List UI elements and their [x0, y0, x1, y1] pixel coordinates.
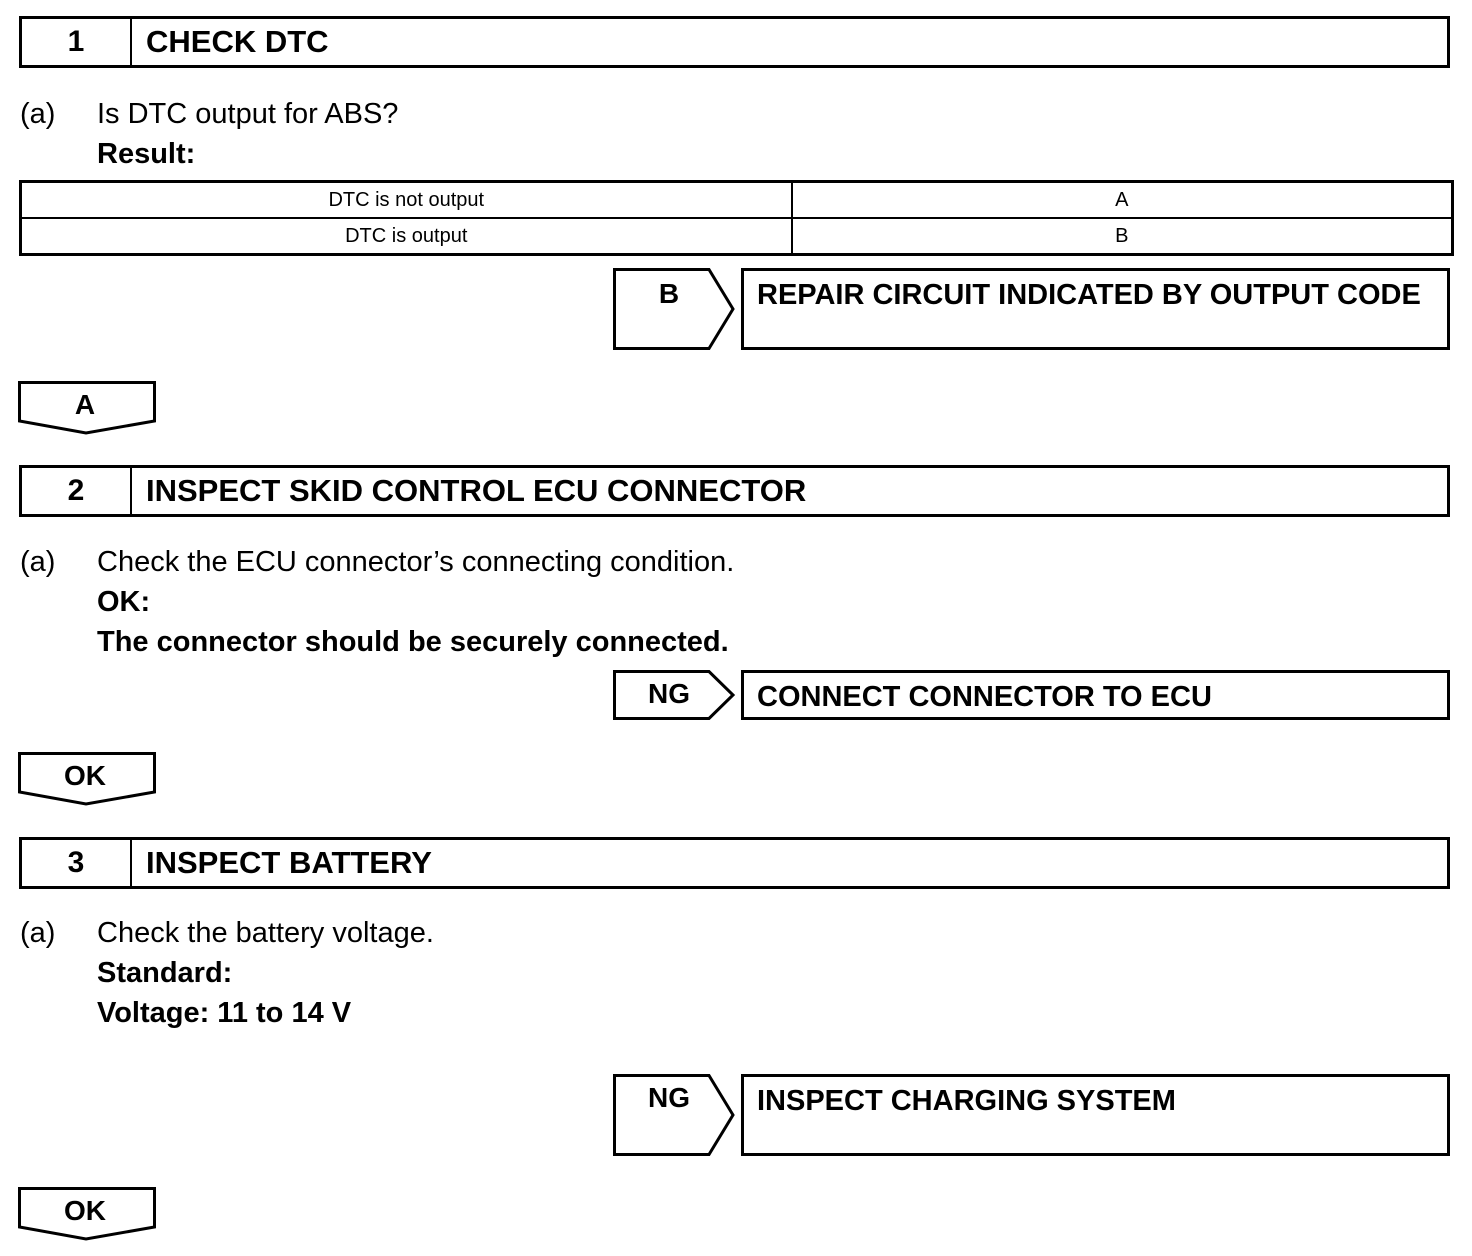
- step-1-branch-arrow: [613, 268, 735, 350]
- step-2-continue-tag: [18, 752, 156, 806]
- step-1-number: 1: [22, 19, 132, 65]
- table-row: [21, 182, 1453, 219]
- step-2-title: INSPECT SKID CONTROL ECU CONNECTOR: [146, 473, 807, 508]
- step-3-continue-tag: [18, 1187, 156, 1241]
- step-3-action-box: INSPECT CHARGING SYSTEM: [741, 1074, 1450, 1156]
- step-3-sub-label: (a): [20, 917, 56, 949]
- step-3-criteria-value: Voltage: 11 to 14 V: [97, 997, 352, 1029]
- step-1-header: [19, 16, 1450, 68]
- result-condition-cell: DTC is output: [21, 218, 792, 255]
- step-3-number: 3: [22, 840, 132, 886]
- result-table: [19, 180, 1454, 256]
- table-row: [21, 218, 1453, 255]
- step-1-action-box: REPAIR CIRCUIT INDICATED BY OUTPUT CODE: [741, 268, 1450, 350]
- step-3-title: INSPECT BATTERY: [146, 845, 432, 880]
- step-2-branch-arrow: [613, 670, 735, 720]
- step-2-sub-label: (a): [20, 546, 56, 578]
- step-1-instruction: Is DTC output for ABS?: [97, 98, 399, 130]
- step-3-criteria-label: Standard:: [97, 957, 233, 989]
- result-code-cell: A: [792, 182, 1453, 219]
- step-2-criteria-label: OK:: [97, 586, 151, 618]
- step-1-title: CHECK DTC: [146, 24, 329, 59]
- step-2-action-box: CONNECT CONNECTOR TO ECU: [741, 670, 1450, 720]
- result-code-cell: B: [792, 218, 1453, 255]
- result-condition-cell: DTC is not output: [21, 182, 792, 219]
- step-1-result-label: Result:: [97, 138, 196, 170]
- step-2-instruction: Check the ECU connector’s connecting condition.: [97, 546, 735, 578]
- step-3-branch-label: NG: [648, 1082, 690, 1113]
- step-1-branch-label: B: [658, 278, 680, 309]
- step-3-header: [19, 837, 1450, 889]
- step-2-branch-label: NG: [648, 678, 690, 709]
- step-1-sub-label: (a): [20, 98, 56, 130]
- step-2-criteria-value: The connector should be securely connected.: [97, 626, 729, 658]
- step-2-number: 2: [22, 468, 132, 514]
- step-1-continue-tag: [18, 381, 156, 435]
- step-2-continue-label: OK: [64, 760, 106, 791]
- step-3-instruction: Check the battery voltage.: [97, 917, 434, 949]
- step-2-header: [19, 465, 1450, 517]
- step-3-branch-arrow: [613, 1074, 735, 1156]
- step-3-continue-label: OK: [64, 1195, 106, 1226]
- step-1-continue-label: A: [74, 389, 96, 420]
